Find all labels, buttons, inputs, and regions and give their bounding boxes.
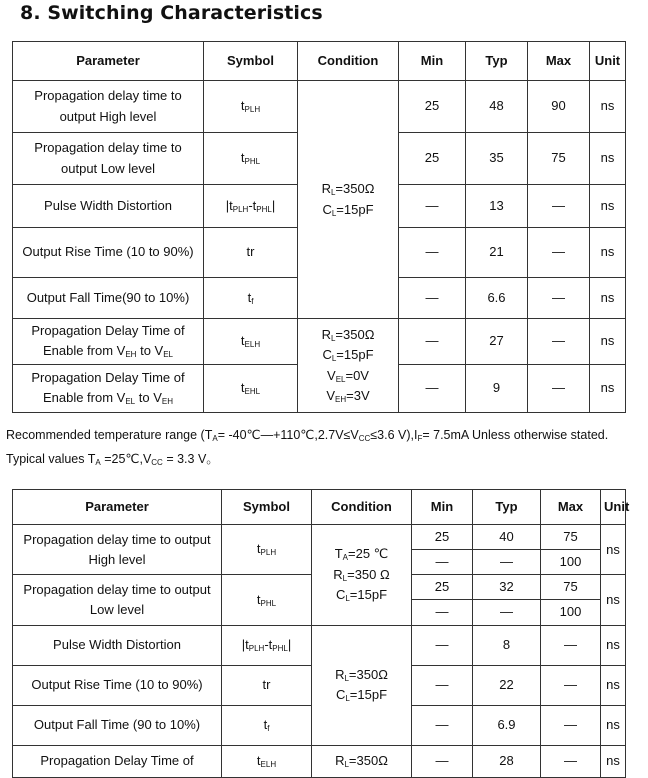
min-cell: — [412, 600, 473, 625]
table-header-row [13, 42, 626, 81]
param-cell: Propagation delay time to output Low level [13, 133, 204, 185]
min-cell: — [412, 550, 473, 575]
unit-cell: ns [590, 319, 626, 365]
max-cell: 90 [528, 81, 590, 133]
min-cell: 25 [412, 575, 473, 600]
header-parameter: Parameter [13, 42, 204, 81]
max-cell: — [541, 745, 601, 777]
param-cell: Output Fall Time(90 to 10%) [13, 278, 204, 319]
max-cell: — [541, 665, 601, 705]
header-symbol: Symbol [222, 490, 312, 525]
symbol-cell: $t_{ELH}$ [222, 745, 312, 777]
typ-cell: — [473, 550, 541, 575]
unit-cell: ns [601, 575, 626, 625]
symbol-cell: $t_{PLH}$ [204, 81, 298, 133]
max-cell: 75 [541, 525, 601, 550]
header-unit: Unit [601, 490, 626, 525]
param-cell: Pulse Width Distortion [13, 625, 222, 665]
header-max: Max [528, 42, 590, 81]
min-cell: — [399, 365, 466, 413]
max-cell: — [541, 625, 601, 665]
param-cell: Pulse Width Distortion [13, 185, 204, 228]
symbol-cell: $t_{ELH}$ [204, 319, 298, 365]
max-cell: 75 [528, 133, 590, 185]
typ-cell: 48 [466, 81, 528, 133]
param-cell: Propagation delay time to output High level [13, 81, 204, 133]
symbol-cell: $t_{EHL}$ [204, 365, 298, 413]
table-row [13, 319, 626, 365]
conditions-note: Recommended temperature range ($T_A=$ $-40℃—+110℃,2.7V\le V_{CC}\le 3.6$ $V),I_F= 7.5mA$ Unless otherwise stated. Typical values $T_A$ $=25℃,V_{CC} = 3.3$ V。 [6, 428, 609, 467]
min-cell: — [399, 278, 466, 319]
condition-cl: $C_L=15pF$ [322, 201, 374, 218]
header-parameter: Parameter [13, 490, 222, 525]
typ-cell: 40 [473, 525, 541, 550]
condition-cell: $T_A=25$ ℃ $R_L=350$ Ω $C_L=15pF$ [312, 525, 412, 626]
symbol-cell: tr [222, 665, 312, 705]
symbol-cell: $t_{PLH}$ [222, 525, 312, 575]
condition-cell: $R_L=350\Omega$ $C_L=15pF$ $V_{EL}=0V$ $V_{EH}=3V$ [298, 319, 399, 413]
unit-cell: ns [590, 185, 626, 228]
typ-cell: 6.9 [473, 705, 541, 745]
symbol-cell: $t_{PHL}$ [222, 575, 312, 625]
unit-cell: ns [601, 705, 626, 745]
table-row [13, 525, 626, 550]
switching-table-2 [12, 489, 630, 778]
max-cell: — [528, 185, 590, 228]
unit-cell: ns [601, 665, 626, 705]
symbol-cell: $t_{PHL}$ [204, 133, 298, 185]
param-cell: Propagation Delay Time of Enable from $V_{EH}$ to $V_{EL}$ [13, 319, 204, 365]
header-typ: Typ [473, 490, 541, 525]
header-symbol: Symbol [204, 42, 298, 81]
min-cell: — [399, 319, 466, 365]
min-cell: — [399, 228, 466, 278]
max-cell: — [528, 365, 590, 413]
typ-cell: 13 [466, 185, 528, 228]
typ-cell: 9 [466, 365, 528, 413]
min-cell: — [412, 665, 473, 705]
min-cell: 25 [399, 133, 466, 185]
condition-cell: $R_L=350\Omega$ [312, 745, 412, 777]
section-title: 8. Switching Characteristics [20, 2, 323, 24]
param-cell: Output Rise Time (10 to 90%) [13, 228, 204, 278]
min-cell: — [412, 625, 473, 665]
condition-cell: $R_L=350\Omega$ $C_L=15pF$ [312, 625, 412, 745]
symbol-cell: $|t_{PLH}-t_{PHL}|$ [222, 625, 312, 665]
unit-cell: ns [590, 278, 626, 319]
max-cell: 100 [541, 600, 601, 625]
max-cell: — [528, 319, 590, 365]
symbol-cell: tr [204, 228, 298, 278]
table-row [13, 625, 626, 665]
max-cell: 100 [541, 550, 601, 575]
header-min: Min [412, 490, 473, 525]
typ-cell: 6.6 [466, 278, 528, 319]
typ-cell: 28 [473, 745, 541, 777]
max-cell: — [541, 705, 601, 745]
condition-rl: $R_L=350\Omega$ [321, 181, 375, 198]
max-cell: — [528, 228, 590, 278]
header-condition: Condition [312, 490, 412, 525]
unit-cell: ns [590, 133, 626, 185]
param-cell: Propagation Delay Time of Enable from $V_{EL}$ to $V_{EH}$ [13, 365, 204, 413]
typ-cell: 8 [473, 625, 541, 665]
table-header-row [13, 490, 626, 525]
typ-cell: 21 [466, 228, 528, 278]
max-cell: 75 [541, 575, 601, 600]
unit-cell: ns [590, 228, 626, 278]
symbol-cell: $t_f$ [204, 278, 298, 319]
typ-cell: 35 [466, 133, 528, 185]
unit-cell: ns [590, 81, 626, 133]
param-cell: Propagation delay time to output High level [13, 525, 222, 575]
unit-cell: ns [601, 625, 626, 665]
min-cell: — [399, 185, 466, 228]
min-cell: 25 [412, 525, 473, 550]
param-cell: Output Rise Time (10 to 90%) [13, 665, 222, 705]
typ-cell: — [473, 600, 541, 625]
param-cell: Propagation Delay Time of [13, 745, 222, 777]
max-cell: — [528, 278, 590, 319]
typ-cell: 27 [466, 319, 528, 365]
unit-cell: ns [590, 365, 626, 413]
symbol-cell: $|t_{PLH}-t_{PHL}|$ [204, 185, 298, 228]
switching-table-1 [12, 41, 626, 413]
table-row [13, 81, 626, 133]
header-max: Max [541, 490, 601, 525]
min-cell: — [412, 705, 473, 745]
min-cell: — [412, 745, 473, 777]
table-row [13, 745, 626, 777]
typ-cell: 22 [473, 665, 541, 705]
symbol-cell: $t_f$ [222, 705, 312, 745]
param-cell: Propagation delay time to output Low level [13, 575, 222, 625]
condition-cell [298, 81, 399, 319]
header-unit: Unit [590, 42, 626, 81]
header-condition: Condition [298, 42, 399, 81]
param-cell: Output Fall Time (90 to 10%) [13, 705, 222, 745]
header-typ: Typ [466, 42, 528, 81]
typ-cell: 32 [473, 575, 541, 600]
min-cell: 25 [399, 81, 466, 133]
header-min: Min [399, 42, 466, 81]
unit-cell: ns [601, 745, 626, 777]
unit-cell: ns [601, 525, 626, 575]
